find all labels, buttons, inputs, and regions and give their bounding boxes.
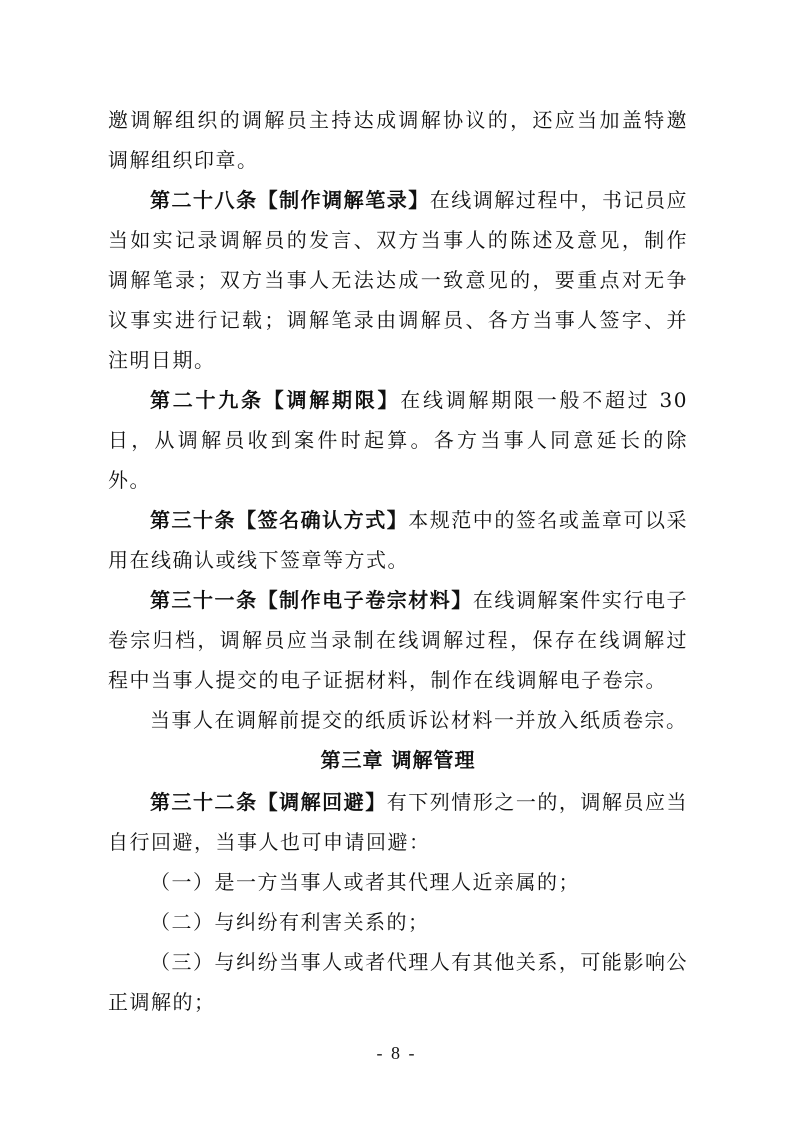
paragraph-text: 邀调解组织的调解员主持达成调解协议的，还应当加盖特邀调解组织印章。: [108, 108, 688, 172]
article-heading: 第二十八条【制作调解笔录】: [150, 188, 430, 212]
list-item-text: （一）是一方当事人或者其代理人近亲属的；: [150, 870, 580, 894]
paragraph: [108, 100, 688, 180]
list-item: [108, 902, 688, 942]
paragraph-text: 在线调解案件实行电子卷宗归档，调解员应当录制在线调解过程，保存在线调解过程中当事人提交的电子证据材料，制作在线调解电子卷宗。: [108, 588, 688, 692]
paragraph-text: 在线调解期限一般不超过 30 日，从调解员收到案件时起算。各方当事人同意延长的除外。: [108, 388, 689, 492]
article-28: [108, 180, 688, 380]
article-31: [108, 580, 688, 700]
article-32: [108, 782, 688, 862]
article-30: [108, 500, 688, 580]
paragraph-text: 当事人在调解前提交的纸质诉讼材料一并放入纸质卷宗。: [150, 708, 688, 732]
chapter-title: 第三章 调解管理: [320, 748, 476, 772]
article-29: [108, 380, 688, 500]
body-text-top: [108, 100, 688, 740]
list-item: [108, 862, 688, 902]
list-item-text: （二）与纠纷有利害关系的；: [150, 910, 430, 934]
list-item-text: （三）与纠纷当事人或者代理人有其他关系，可能影响公正调解的；: [108, 950, 688, 1014]
page-number: - 8 -: [376, 1043, 417, 1063]
paragraph: [108, 700, 688, 740]
article-heading: 第二十九条【调解期限】: [150, 388, 401, 412]
article-heading: 第三十一条【制作电子卷宗材料】: [150, 588, 473, 612]
paragraph-text: 在线调解过程中，书记员应当如实记录调解员的发言、双方当事人的陈述及意见，制作调解笔录；双方当事人无法达成一致意见的，要重点对无争议事实进行记载；调解笔录由调解员、各方当事人签字、并注明日期。: [108, 188, 689, 372]
article-heading: 第三十条【签名确认方式】: [150, 508, 409, 532]
body-text-bottom: [108, 782, 688, 1022]
article-heading: 第三十二条【调解回避】: [150, 790, 387, 814]
list-item: [108, 942, 688, 1022]
paragraph-text: 本规范中的签名或盖章可以采用在线确认或线下签章等方式。: [108, 508, 688, 572]
paragraph-text: 有下列情形之一的，调解员应当自行回避，当事人也可申请回避：: [108, 790, 689, 854]
